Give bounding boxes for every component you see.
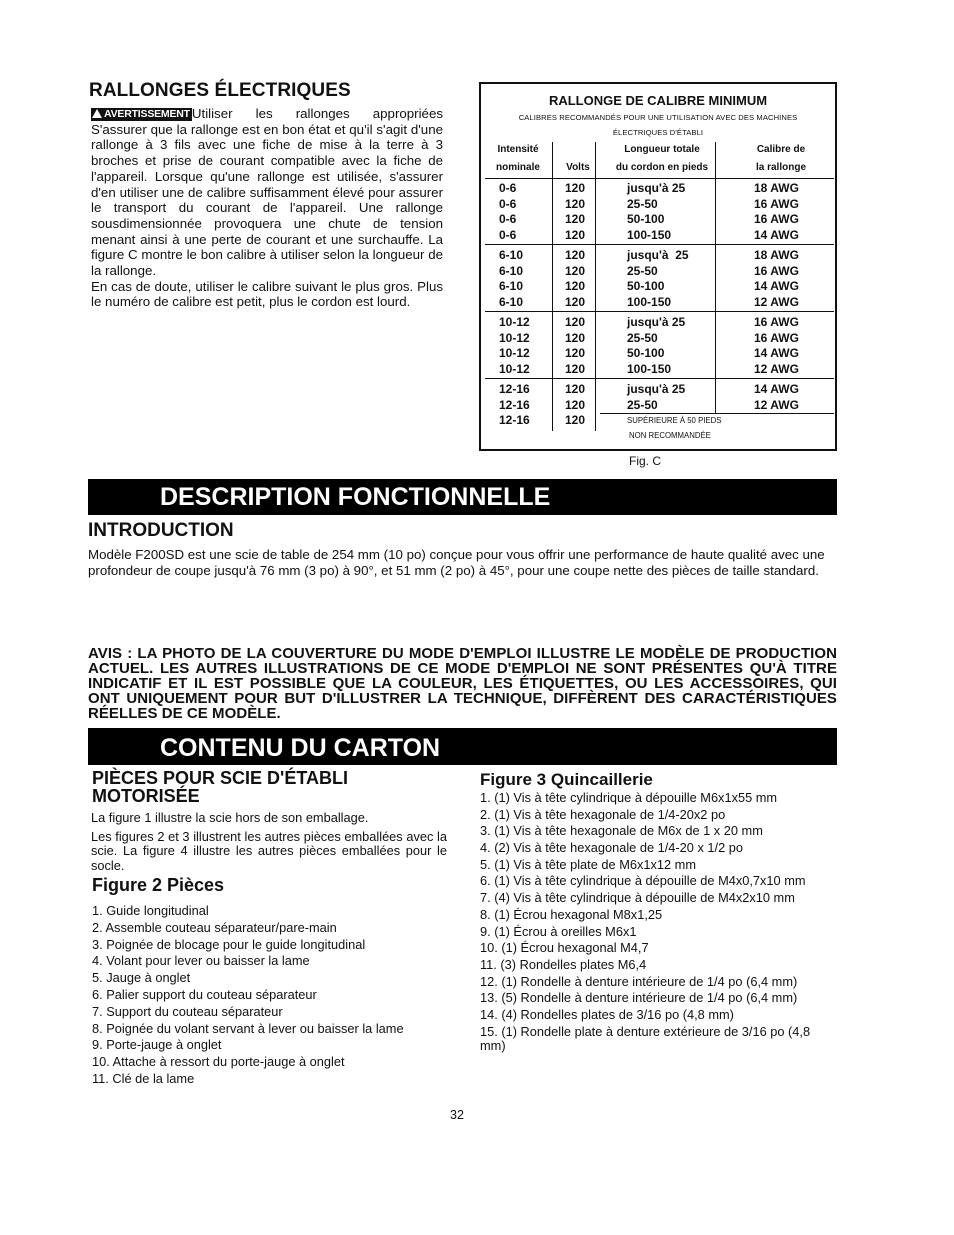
cell-amps: 12-16 12-16 12-16 bbox=[499, 382, 530, 428]
header-volts: Volts bbox=[566, 162, 590, 173]
cell-gauge: 16 AWG 16 AWG 14 AWG 12 AWG bbox=[754, 315, 799, 376]
list-item: 1. (1) Vis à tête cylindrique à dépouille M6x1x55 mm bbox=[480, 790, 778, 805]
cell-amps: 0-6 0-6 0-6 0-6 bbox=[499, 181, 517, 242]
table-divider bbox=[485, 378, 834, 379]
list-item: 5. Jauge à onglet bbox=[92, 970, 191, 986]
list-item: 9. Porte-jauge à onglet bbox=[92, 1037, 222, 1053]
avis-notice: AVIS : LA PHOTO DE LA COUVERTURE DU MODE D'EMPLOI ILLUSTRE LE MODÈLE DE PRODUCTION ACTUEL. LES AUTRES ILLUSTRATIONS DE CE MODE D'EMPLOI NE SONT PRÉSENTES QU'À TITRE INDICATIF ET IL EST POSSIBLE QUE LA COULEUR, LES ÉTIQUETTES, OU LES ACCESSOIRES, QUI ONT UNIQUEMENT POUR BUT D'ILLUSTRER LA TECHNIQUE, DIFFÈRENT DES CARACTÉRISTIQUES RÉELLES DE CE MODÈLE. bbox=[88, 645, 837, 722]
list-item: 1. Guide longitudinal bbox=[92, 903, 209, 918]
cell-length: jusqu'à 25 25-50 bbox=[627, 382, 686, 412]
cell-amps: 10-12 10-12 10-12 10-12 bbox=[499, 315, 530, 376]
page-number: 32 bbox=[450, 1108, 464, 1122]
introduction-text: Modèle F200SD est une scie de table de 254 mm (10 po) conçue pour vous offrir une performance de haute qualité avec une profondeur de coupe jusqu'à 76 mm (3 po) à 90°, et 51 mm (2 po) à 45°, pour une coupe nette des pièces de taille standard. bbox=[88, 547, 825, 578]
rallonges-para2: En cas de doute, utiliser le calibre suivant le plus gros. Plus le numéro de calibre est petit, plus le cordon est lourd. bbox=[91, 278, 443, 310]
list-item: 3. (1) Vis à tête hexagonale de M6x de 1 x 20 mm bbox=[480, 823, 763, 839]
list-item: 11. (3) Rondelles plates M6,4 bbox=[480, 956, 647, 972]
list-item: 10. (1) Écrou hexagonal M4,7 bbox=[480, 940, 649, 956]
section-banner-contenu: CONTENU DU CARTON bbox=[88, 728, 837, 765]
list-item: 8. (1) Écrou hexagonal M8x1,25 bbox=[480, 906, 663, 922]
header-gauge-1: Calibre de bbox=[756, 144, 806, 155]
cell-length: jusqu'à 25 25-50 50-100 100-150 bbox=[627, 315, 686, 376]
list-item: 9. (1) Écrou à oreilles M6x1 bbox=[480, 923, 637, 939]
cell-gauge: 18 AWG 16 AWG 16 AWG 14 AWG bbox=[754, 181, 799, 242]
pieces-heading: PIÈCES POUR SCIE D'ÉTABLI MOTORISÉE bbox=[92, 768, 348, 806]
table-divider bbox=[485, 244, 834, 245]
cell-volts: 120 120 120 bbox=[565, 382, 586, 428]
header-amps-1: Intensité bbox=[497, 144, 539, 155]
list-item: 7. (4) Vis à tête cylindrique à dépouille de M4x2x10 mm bbox=[480, 890, 795, 906]
cell-gauge: 18 AWG 16 AWG 14 AWG 12 AWG bbox=[754, 248, 799, 309]
figure3-list bbox=[480, 791, 838, 1056]
header-length-1: Longueur totale bbox=[624, 144, 700, 155]
table-divider bbox=[485, 178, 834, 179]
table-title: RALLONGE DE CALIBRE MINIMUM bbox=[548, 93, 768, 108]
list-item: 3. Poignée de blocage pour le guide longitudinal bbox=[92, 936, 366, 952]
table-divider bbox=[485, 311, 834, 312]
header-length-2: du cordon en pieds bbox=[615, 162, 709, 173]
section-banner-description: DESCRIPTION FONCTIONNELLE bbox=[88, 479, 837, 515]
list-item: 13. (5) Rondelle à denture intérieure de 1/4 po (6,4 mm) bbox=[480, 990, 798, 1006]
figure-caption: Fig. C bbox=[629, 454, 662, 468]
list-item: 7. Support du couteau séparateur bbox=[92, 1003, 283, 1019]
table-column-divider bbox=[715, 142, 716, 413]
list-item: 4. (2) Vis à tête hexagonale de 1/4-20 x 1/2 po bbox=[480, 840, 743, 856]
figure2-heading: Figure 2 Pièces bbox=[92, 875, 225, 895]
list-item: 14. (4) Rondelles plates de 3/16 po (4,8 mm) bbox=[480, 1006, 734, 1022]
pieces-paragraph-1: La figure 1 illustre la scie hors de son emballage. bbox=[91, 810, 369, 825]
list-item: 11. Clé de la lame bbox=[92, 1070, 195, 1086]
table-subtitle-1: CALIBRES RECOMMANDÉS POUR UNE UTILISATION AVEC DES MACHINES bbox=[518, 113, 798, 122]
rallonges-para1-text: Utiliser les rallonges appropriées S'assurer que la rallonge est en bon état et qu'il s'agit d'une rallonge à 3 fils avec une fiche de mise à la terre à 3 broches et prise de courant compatible avec la fiche de l'appareil. Lorsque qu'une rallonge est utilisée, s'assurer d'en utiliser une de calibre suffisamment élevé pour assurer le transport du courant de l'appareil. Une rallonge sousdimensionnée provoquera une chute de tension menant ainsi à une perte de courant et une surchauffe. La figure C montre le bon calibre à utiliser selon la longueur de la rallonge. bbox=[91, 106, 443, 279]
figure2-list bbox=[92, 903, 452, 1088]
cell-length: jusqu'à 25 25-50 50-100 100-150 bbox=[627, 248, 689, 309]
warning-triangle-icon bbox=[92, 109, 102, 118]
rallonges-body bbox=[91, 106, 443, 310]
table-subtitle-2: ÉLECTRIQUES D'ÉTABLI bbox=[612, 128, 704, 137]
rallonges-heading: RALLONGES ÉLECTRIQUES bbox=[89, 80, 351, 101]
table-column-divider bbox=[595, 142, 596, 431]
list-item: 10. Attache à ressort du porte-jauge à onglet bbox=[92, 1054, 345, 1070]
list-item: 2. (1) Vis à tête hexagonale de 1/4-20x2 po bbox=[480, 806, 726, 822]
figure3-heading: Figure 3 Quincaillerie bbox=[480, 770, 653, 789]
list-item: 6. Palier support du couteau séparateur bbox=[92, 986, 317, 1002]
rallonges-para1 bbox=[91, 106, 443, 279]
gauge-table bbox=[479, 82, 837, 451]
table-note-2: NON RECOMMANDÉE bbox=[629, 431, 711, 440]
table-column-divider bbox=[552, 142, 553, 431]
list-item: 12. (1) Rondelle à denture intérieure de 1/4 po (6,4 mm) bbox=[480, 973, 798, 989]
list-item: 2. Assemble couteau séparateur/pare-main bbox=[92, 919, 337, 935]
table-note-1: SUPÉRIEURE À 50 PIEDS bbox=[627, 416, 722, 425]
list-item: 15. (1) Rondelle plate à denture extérieure de 3/16 po (4,8 mm) bbox=[480, 1023, 811, 1053]
warning-label: AVERTISSEMENT bbox=[104, 108, 190, 120]
list-item: 8. Poignée du volant servant à lever ou baisser la lame bbox=[92, 1020, 404, 1036]
cell-gauge: 14 AWG 12 AWG bbox=[754, 382, 799, 412]
cell-amps: 6-10 6-10 6-10 6-10 bbox=[499, 248, 524, 309]
warning-badge bbox=[91, 108, 192, 121]
pieces-paragraph-2: Les figures 2 et 3 illustrent les autres pièces emballées avec la scie. La figure 4 illustre les autres pièces emballées pour le socle. bbox=[91, 829, 447, 873]
cell-volts: 120 120 120 120 bbox=[565, 315, 586, 376]
cell-volts: 120 120 120 120 bbox=[565, 248, 586, 309]
introduction-heading: INTRODUCTION bbox=[88, 520, 234, 541]
cell-volts: 120 120 120 120 bbox=[565, 181, 586, 242]
header-amps-2: nominale bbox=[496, 162, 540, 173]
header-gauge-2: la rallonge bbox=[755, 162, 806, 173]
cell-length: jusqu'à 25 25-50 50-100 100-150 bbox=[627, 181, 686, 242]
list-item: 4. Volant pour lever ou baisser la lame bbox=[92, 953, 310, 969]
list-item: 6. (1) Vis à tête cylindrique à dépouille de M4x0,7x10 mm bbox=[480, 873, 806, 889]
list-item: 5. (1) Vis à tête plate de M6x1x12 mm bbox=[480, 856, 696, 872]
